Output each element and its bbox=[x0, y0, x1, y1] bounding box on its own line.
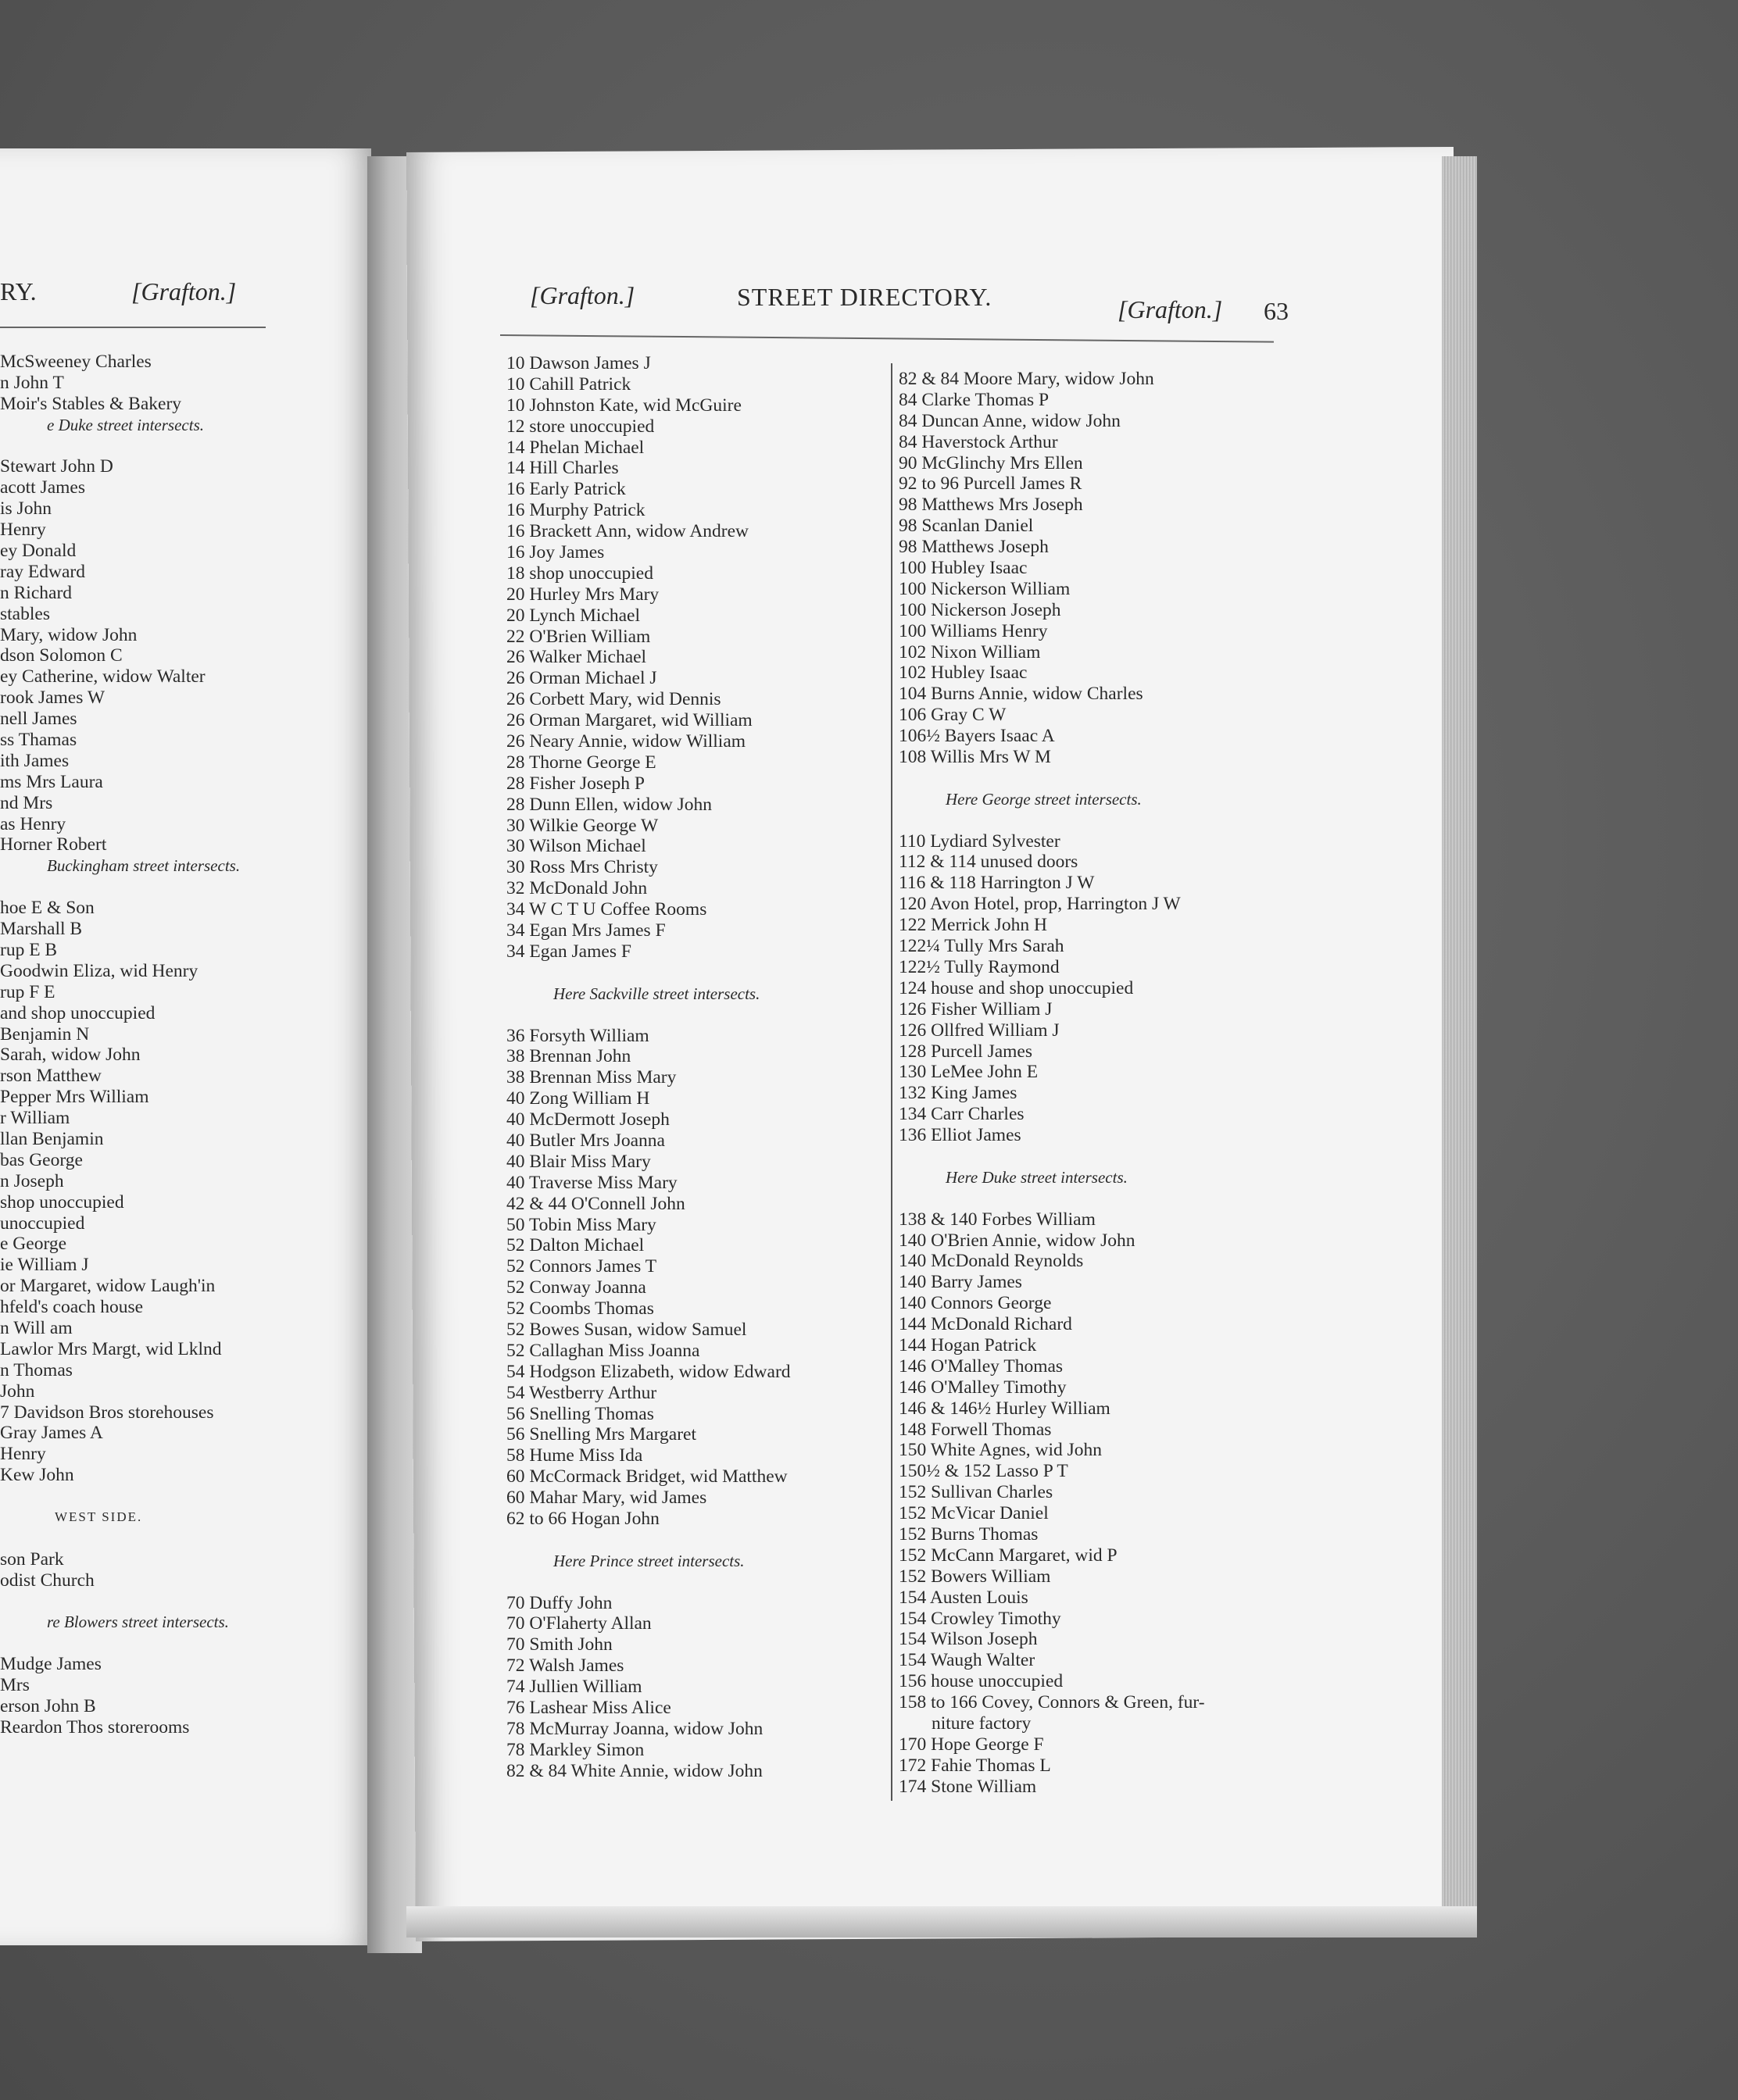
spacer bbox=[0, 877, 240, 898]
page-bottom-edge bbox=[406, 1906, 1477, 1938]
directory-entry: 156 house unoccupied bbox=[899, 1671, 1064, 1692]
directory-entry: ey Donald bbox=[0, 541, 77, 562]
intersection-note: Here George street intersects. bbox=[946, 789, 1142, 809]
directory-entry: 120 Avon Hotel, prop, Harrington J W bbox=[899, 894, 1181, 915]
directory-entry: 20 Hurley Mrs Mary bbox=[506, 584, 660, 605]
directory-entry: 38 Brennan John bbox=[506, 1046, 631, 1067]
directory-entry: 92 to 96 Purcell James R bbox=[899, 473, 1082, 495]
directory-entry: 10 Cahill Patrick bbox=[506, 373, 631, 395]
directory-entry: Henry bbox=[0, 1444, 46, 1465]
directory-entry: hfeld's coach house bbox=[0, 1297, 144, 1318]
directory-entry: 158 to 166 Covey, Connors & Green, fur- bbox=[899, 1692, 1205, 1713]
directory-entry: 7 Davidson Bros storehouses bbox=[0, 1402, 214, 1423]
directory-entry: 152 Sullivan Charles bbox=[899, 1482, 1053, 1503]
page-number: 63 bbox=[1264, 297, 1289, 325]
directory-entry: rson Matthew bbox=[0, 1066, 102, 1087]
directory-entry: 140 Connors George bbox=[899, 1293, 1052, 1314]
directory-entry: or Margaret, widow Laugh'in bbox=[0, 1276, 216, 1297]
directory-entry: Horner Robert bbox=[0, 834, 107, 855]
directory-entry: 50 Tobin Miss Mary bbox=[506, 1214, 656, 1235]
section-heading: WEST SIDE. bbox=[55, 1509, 143, 1524]
directory-entry: 30 Wilson Michael bbox=[506, 836, 646, 857]
intersection-note: Here Sackville street intersects. bbox=[553, 984, 760, 1003]
directory-entry: 134 Carr Charles bbox=[899, 1104, 1025, 1125]
directory-entry: 28 Thorne George E bbox=[506, 752, 656, 773]
directory-entry: Mary, widow John bbox=[0, 624, 138, 645]
directory-entry: Moir's Stables & Bakery bbox=[0, 393, 182, 414]
directory-entry: John bbox=[0, 1380, 35, 1402]
directory-entry: rup E B bbox=[0, 939, 58, 960]
directory-entry: rup F E bbox=[0, 981, 55, 1002]
directory-entry: 98 Scanlan Daniel bbox=[899, 516, 1034, 537]
directory-entry: 152 McCann Margaret, wid P bbox=[899, 1545, 1118, 1566]
directory-entry: 52 Conway Joanna bbox=[506, 1277, 646, 1298]
directory-entry: llan Benjamin bbox=[0, 1128, 104, 1149]
directory-entry: Reardon Thos storerooms bbox=[0, 1716, 190, 1738]
directory-entry: 100 Nickerson Joseph bbox=[899, 599, 1061, 620]
directory-entry: 100 Hubley Isaac bbox=[899, 558, 1028, 579]
directory-entry: ie William J bbox=[0, 1255, 89, 1276]
directory-entry: 12 store unoccupied bbox=[506, 416, 655, 437]
directory-entry: 78 Markley Simon bbox=[506, 1739, 645, 1760]
directory-entry: Kew John bbox=[0, 1465, 74, 1486]
directory-entry: ray Edward bbox=[0, 561, 85, 582]
directory-entry: ms Mrs Laura bbox=[0, 771, 103, 792]
directory-entry: son Park bbox=[0, 1548, 64, 1570]
spacer bbox=[0, 1633, 240, 1654]
directory-entry: 54 Westberry Arthur bbox=[506, 1382, 657, 1403]
directory-entry: 18 shop unoccupied bbox=[506, 562, 653, 584]
directory-entry: 26 Neary Annie, widow William bbox=[506, 731, 746, 752]
directory-entry: 74 Jullien William bbox=[506, 1677, 642, 1698]
directory-entry: 100 Nickerson William bbox=[899, 578, 1071, 599]
directory-entry: 62 to 66 Hogan John bbox=[506, 1508, 660, 1529]
directory-entry: odist Church bbox=[0, 1570, 95, 1591]
directory-entry: 84 Duncan Anne, widow John bbox=[899, 410, 1121, 431]
directory-entry: 22 O'Brien William bbox=[506, 626, 651, 647]
directory-entry: and shop unoccupied bbox=[0, 1002, 156, 1023]
directory-entry: 36 Forsyth William bbox=[506, 1025, 649, 1046]
directory-entry: 144 McDonald Richard bbox=[899, 1314, 1072, 1335]
directory-entry: 70 Smith John bbox=[506, 1634, 613, 1655]
intersection-note: Here Prince street intersects. bbox=[553, 1551, 745, 1570]
directory-entry: ith James bbox=[0, 750, 70, 771]
directory-entry: 52 Connors James T bbox=[506, 1256, 657, 1277]
directory-entry: 152 Burns Thomas bbox=[899, 1523, 1039, 1545]
directory-entry: 148 Forwell Thomas bbox=[899, 1419, 1052, 1440]
directory-entry: ey Catherine, widow Walter bbox=[0, 666, 206, 688]
directory-entry: 110 Lydiard Sylvester bbox=[899, 830, 1060, 852]
directory-entry: 58 Hume Miss Ida bbox=[506, 1445, 643, 1466]
directory-entry: r William bbox=[0, 1108, 70, 1129]
directory-entry: 34 Egan James F bbox=[506, 941, 631, 962]
directory-entry: 132 King James bbox=[899, 1083, 1017, 1104]
page-edges bbox=[1442, 156, 1477, 1922]
directory-entry: 154 Wilson Joseph bbox=[899, 1629, 1038, 1650]
directory-entry: 30 Ross Mrs Christy bbox=[506, 857, 658, 878]
directory-entry: n Joseph bbox=[0, 1170, 64, 1191]
directory-entry: nd Mrs bbox=[0, 792, 53, 813]
directory-entry: 84 Clarke Thomas P bbox=[899, 389, 1050, 410]
directory-entry: is John bbox=[0, 498, 52, 520]
directory-entry: 16 Brackett Ann, widow Andrew bbox=[506, 521, 749, 542]
directory-entry: 26 Walker Michael bbox=[506, 647, 647, 668]
directory-entry: Sarah, widow John bbox=[0, 1045, 141, 1066]
directory-entry: 10 Johnston Kate, wid McGuire bbox=[506, 395, 742, 416]
right-header-right-grafton: [Grafton.] bbox=[1118, 295, 1223, 323]
directory-entry: 60 Mahar Mary, wid James bbox=[506, 1488, 707, 1509]
directory-entry: 16 Murphy Patrick bbox=[506, 500, 645, 521]
directory-entry: dson Solomon C bbox=[0, 645, 123, 666]
spacer bbox=[0, 436, 240, 457]
directory-entry: 90 McGlinchy Mrs Ellen bbox=[899, 452, 1083, 473]
directory-entry: stables bbox=[0, 603, 50, 624]
directory-entry: 16 Early Patrick bbox=[506, 479, 626, 500]
directory-entry: 140 Barry James bbox=[899, 1272, 1022, 1293]
directory-entry: 76 Lashear Miss Alice bbox=[506, 1698, 671, 1718]
directory-entry: 10 Dawson James J bbox=[506, 353, 651, 373]
spacer bbox=[899, 810, 1205, 831]
directory-entry: 16 Joy James bbox=[506, 542, 605, 563]
directory-entry: 150½ & 152 Lasso P T bbox=[899, 1461, 1068, 1482]
directory-entry: 20 Lynch Michael bbox=[506, 605, 640, 626]
directory-entry: 108 Willis Mrs W M bbox=[899, 747, 1051, 768]
directory-entry: McSweeney Charles bbox=[0, 352, 152, 372]
directory-entry: ss Thamas bbox=[0, 730, 77, 751]
page-title: STREET DIRECTORY. bbox=[737, 283, 992, 311]
directory-entry: 152 McVicar Daniel bbox=[899, 1503, 1049, 1524]
directory-entry: Lawlor Mrs Margt, wid Lklnd bbox=[0, 1338, 222, 1359]
directory-entry: Marshall B bbox=[0, 919, 83, 940]
directory-entry: 26 Orman Michael J bbox=[506, 668, 657, 689]
directory-entry: 146 O'Malley Thomas bbox=[899, 1355, 1064, 1377]
directory-entry: 154 Waugh Walter bbox=[899, 1650, 1035, 1671]
directory-entry: 14 Hill Charles bbox=[506, 458, 619, 479]
directory-entry: 70 Duffy John bbox=[506, 1592, 613, 1613]
directory-entry: 54 Hodgson Elizabeth, widow Edward bbox=[506, 1361, 791, 1382]
directory-entry: 100 Williams Henry bbox=[899, 620, 1048, 641]
directory-entry: Henry bbox=[0, 520, 46, 541]
right-header-left-grafton: [Grafton.] bbox=[530, 281, 635, 309]
directory-entry: e George bbox=[0, 1234, 67, 1255]
directory-entry: 52 Callaghan Miss Joanna bbox=[506, 1340, 700, 1361]
directory-entry: 112 & 114 unused doors bbox=[899, 852, 1078, 873]
directory-column-1 bbox=[506, 353, 791, 1782]
directory-entry: n Will am bbox=[0, 1317, 73, 1338]
directory-entry: Mudge James bbox=[0, 1654, 102, 1675]
directory-entry: 26 Corbett Mary, wid Dennis bbox=[506, 689, 721, 710]
directory-entry: 32 McDonald John bbox=[506, 878, 648, 899]
directory-column-2 bbox=[899, 369, 1205, 1798]
directory-entry: 40 Zong William H bbox=[506, 1088, 650, 1109]
directory-entry: bas George bbox=[0, 1149, 83, 1170]
directory-entry: 28 Fisher Joseph P bbox=[506, 773, 645, 794]
directory-entry: 26 Orman Margaret, wid William bbox=[506, 710, 753, 731]
directory-entry: shop unoccupied bbox=[0, 1191, 124, 1212]
directory-entry: 154 Austen Louis bbox=[899, 1587, 1028, 1608]
spacer bbox=[506, 1005, 791, 1026]
spacer bbox=[0, 1528, 240, 1549]
directory-entry: 146 & 146½ Hurley William bbox=[899, 1398, 1110, 1419]
directory-entry: n Richard bbox=[0, 582, 73, 603]
directory-entry-continuation: niture factory bbox=[932, 1713, 1032, 1734]
directory-entry: 56 Snelling Mrs Margaret bbox=[506, 1424, 697, 1445]
directory-entry: 40 Butler Mrs Joanna bbox=[506, 1130, 665, 1151]
directory-entry: 122¼ Tully Mrs Sarah bbox=[899, 936, 1064, 957]
directory-entry: 60 McCormack Bridget, wid Matthew bbox=[506, 1466, 788, 1488]
directory-entry: 98 Matthews Joseph bbox=[899, 537, 1049, 558]
spacer bbox=[506, 1572, 791, 1593]
spacer bbox=[506, 1530, 791, 1551]
spacer bbox=[0, 1486, 240, 1507]
directory-entry: unoccupied bbox=[0, 1212, 85, 1234]
directory-entry: as Henry bbox=[0, 813, 66, 834]
spacer bbox=[506, 962, 791, 984]
directory-entry: 106½ Bayers Isaac A bbox=[899, 726, 1055, 747]
directory-entry: 146 O'Malley Timothy bbox=[899, 1377, 1067, 1398]
directory-entry: 40 Traverse Miss Mary bbox=[506, 1172, 678, 1193]
directory-entry: 52 Dalton Michael bbox=[506, 1235, 645, 1256]
intersection-note: re Blowers street intersects. bbox=[47, 1612, 229, 1632]
directory-entry: 150 White Agnes, wid John bbox=[899, 1440, 1103, 1461]
directory-entry: Pepper Mrs William bbox=[0, 1087, 149, 1108]
directory-entry: 30 Wilkie George W bbox=[506, 815, 659, 836]
directory-entry: 70 O'Flaherty Allan bbox=[506, 1613, 652, 1634]
directory-entry: Benjamin N bbox=[0, 1023, 90, 1045]
intersection-note: e Duke street intersects. bbox=[47, 415, 204, 434]
directory-entry: 140 O'Brien Annie, widow John bbox=[899, 1230, 1135, 1251]
directory-entry: 128 Purcell James bbox=[899, 1041, 1032, 1062]
spacer bbox=[899, 1188, 1205, 1209]
directory-entry: erson John B bbox=[0, 1696, 96, 1716]
left-page-column bbox=[0, 352, 240, 1738]
directory-entry: hoe E & Son bbox=[0, 898, 95, 919]
directory-entry: 138 & 140 Forbes William bbox=[899, 1209, 1096, 1230]
directory-entry: 124 house and shop unoccupied bbox=[899, 977, 1134, 998]
directory-entry: 98 Matthews Mrs Joseph bbox=[899, 495, 1083, 516]
directory-entry: 40 Blair Miss Mary bbox=[506, 1151, 651, 1172]
directory-entry: 144 Hogan Patrick bbox=[899, 1334, 1037, 1355]
directory-entry: 172 Fahie Thomas L bbox=[899, 1755, 1051, 1776]
directory-entry: 56 Snelling Thomas bbox=[506, 1403, 654, 1424]
directory-entry: 152 Bowers William bbox=[899, 1566, 1051, 1587]
intersection-note: Buckingham street intersects. bbox=[47, 856, 241, 876]
directory-entry: 52 Bowes Susan, widow Samuel bbox=[506, 1319, 747, 1340]
directory-entry: 84 Haverstock Arthur bbox=[899, 431, 1058, 452]
directory-entry: 140 McDonald Reynolds bbox=[899, 1251, 1084, 1272]
directory-entry: 126 Ollfred William J bbox=[899, 1020, 1060, 1041]
directory-entry: 82 & 84 White Annie, widow John bbox=[506, 1760, 763, 1781]
directory-entry: 28 Dunn Ellen, widow John bbox=[506, 794, 713, 815]
directory-entry: 126 Fisher William J bbox=[899, 998, 1053, 1020]
directory-entry: 154 Crowley Timothy bbox=[899, 1608, 1061, 1629]
directory-entry: 14 Phelan Michael bbox=[506, 437, 645, 458]
left-header-rule bbox=[0, 327, 266, 328]
directory-entry: 106 Gray C W bbox=[899, 705, 1007, 726]
directory-entry: 38 Brennan Miss Mary bbox=[506, 1067, 677, 1088]
directory-entry: 136 Elliot James bbox=[899, 1125, 1021, 1146]
directory-entry: n Thomas bbox=[0, 1359, 73, 1380]
directory-entry: acott James bbox=[0, 477, 85, 498]
directory-entry: nell James bbox=[0, 709, 77, 730]
spacer bbox=[899, 768, 1205, 789]
directory-entry: n John T bbox=[0, 372, 64, 393]
directory-entry: 52 Coombs Thomas bbox=[506, 1298, 654, 1320]
directory-entry: 102 Hubley Isaac bbox=[899, 662, 1028, 684]
directory-entry: 122 Merrick John H bbox=[899, 915, 1047, 936]
directory-entry: 130 LeMee John E bbox=[899, 1062, 1039, 1083]
directory-entry: 78 McMurray Joanna, widow John bbox=[506, 1718, 764, 1739]
directory-entry: 102 Nixon William bbox=[899, 641, 1041, 662]
directory-entry: 104 Burns Annie, widow Charles bbox=[899, 684, 1143, 705]
intersection-note: Here Duke street intersects. bbox=[946, 1167, 1128, 1187]
directory-entry: 42 & 44 O'Connell John bbox=[506, 1193, 685, 1214]
directory-entry: 40 McDermott Joseph bbox=[506, 1109, 670, 1130]
directory-entry: Stewart John D bbox=[0, 456, 113, 477]
directory-entry: 82 & 84 Moore Mary, widow John bbox=[899, 369, 1154, 389]
directory-entry: 34 W C T U Coffee Rooms bbox=[506, 899, 707, 920]
directory-entry: 122½ Tully Raymond bbox=[899, 956, 1060, 977]
spacer bbox=[0, 1591, 240, 1612]
column-divider bbox=[891, 363, 892, 1801]
directory-entry: rook James W bbox=[0, 688, 105, 709]
directory-entry: 34 Egan Mrs James F bbox=[506, 920, 666, 941]
left-header-grafton: [Grafton.] bbox=[131, 277, 237, 305]
directory-entry: 116 & 118 Harrington J W bbox=[899, 873, 1095, 894]
directory-entry: Mrs bbox=[0, 1675, 30, 1696]
spacer bbox=[899, 1146, 1205, 1167]
left-header-fragment: RY. bbox=[0, 277, 37, 305]
directory-entry: 170 Hope George F bbox=[899, 1734, 1044, 1755]
directory-entry: Gray James A bbox=[0, 1423, 103, 1444]
directory-entry: 174 Stone William bbox=[899, 1776, 1037, 1797]
directory-entry: Goodwin Eliza, wid Henry bbox=[0, 960, 198, 981]
directory-entry: 72 Walsh James bbox=[506, 1655, 624, 1677]
